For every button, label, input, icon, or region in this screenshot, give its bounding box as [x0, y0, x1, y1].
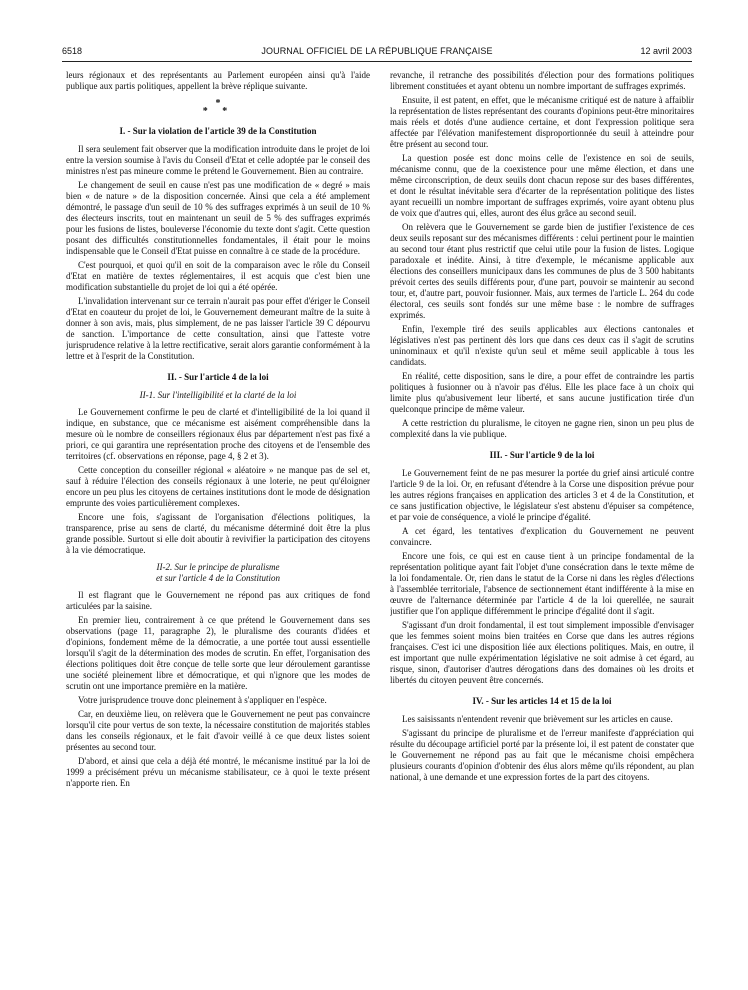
- section-heading-3: III. - Sur l'article 9 de la loi: [489, 450, 595, 460]
- paragraph: D'abord, et ainsi que cela a déjà été montré, le mécanisme institué par la loi de 1999 a précisément prévu un mécanisme stabilisateur, ce à quoi le texte présent n'apporte rien. En: [66, 756, 370, 788]
- paragraph: Le changement de seuil en cause n'est pas une modification de « degré » mais bien « de nature » de la disposition concernée. Ainsi que cela a été amplement démontré, le passage d'un seuil de 10 % des suffrages exprimés à un seuil de 10 % des électeurs inscrits, tout en maintenant un seuil de 5 % des suffrages exprimés pour les fusions de listes, bouleverse l'économie du texte dont s'agit. Cette question posant des difficultés constitutionnelles fondamentales, il était pour le moins indispensable que le Conseil d'Etat puisse en connaître à ce stade de la procédure.: [66, 180, 370, 256]
- section-heading-4: IV. - Sur les articles 14 et 15 de la loi: [472, 696, 612, 706]
- paragraph: L'invalidation intervenant sur ce terrain n'aurait pas pour effet d'ériger le Conseil d'Etat en coauteur du projet de loi, le Gouvernement demeurant maître de la suite à donner à son avis, mais, plus simplement, de ne pas laisser l'article 39 C dépourvu de sanction. L'importance de cette consultation, ainsi que l'atteste votre jurisprudence relative à la lettre rectificative, serait alors garantie conformément à la lettre et à l'esprit de la Constitution.: [66, 296, 370, 361]
- separator-stars-bottom: * *: [202, 106, 234, 117]
- paragraph: Il sera seulement fait observer que la modification introduite dans le projet de loi entre la version soumise à l'avis du Conseil d'Etat et celle adoptée par le conseil des ministres n'est pas mineure comme le prétend le Gouvernement. Bien au contraire.: [66, 144, 370, 176]
- right-column: [390, 70, 694, 980]
- paragraph: A cette restriction du pluralisme, le citoyen ne gagne rien, sinon un peu plus de complexité dans la vie publique.: [390, 418, 694, 439]
- paragraph: Le Gouvernement feint de ne pas mesurer la portée du grief ainsi articulé contre l'article 9 de la loi. Or, en refusant d'étendre à la Corse une disposition prévue pour les autres régions françaises en application des articles 3 et 4 de la Constitution, et ce sans justification objective, le législateur s'est abstenu d'épuiser sa compétence, et par voie de conséquence, a violé le principe d'égalité.: [390, 468, 694, 522]
- paragraph: En premier lieu, contrairement à ce que prétend le Gouvernement dans ses observations (page 11, paragraphe 2), le pluralisme des courants d'idées et d'opinions, fondement même de la démocratie, a une portée tout aussi essentielle lorsqu'il s'agit de la détermination des modes de scrutin. En effet, l'organisation des élections politiques doit être conçue de telle sorte que leur déroulement garantisse une société pleinement libre et démocratique, et qui n'ignore que les modes de scrutin ont une importance première en la matière.: [66, 615, 370, 691]
- journal-title: JOURNAL OFFICIEL DE LA RÉPUBLIQUE FRANÇAISE: [261, 46, 493, 56]
- paragraph: A cet égard, les tentatives d'explication du Gouvernement ne peuvent convaincre.: [390, 526, 694, 547]
- paragraph: revanche, il retranche des possibilités d'élection pour des formations politiques librement constituées et ayant obtenu un nombre important de suffrages exprimés.: [390, 70, 694, 91]
- left-column: [66, 70, 370, 980]
- header-rule: [62, 61, 692, 62]
- paragraph: Votre jurisprudence trouve donc pleinement à s'appliquer en l'espèce.: [78, 695, 327, 705]
- paragraph: Encore une fois, s'agissant de l'organisation d'élections politiques, la transparence, prise au sens de clarté, du mécanisme déterminé doit être la plus grande possible. Surtout si elle doit aboutir à revivifier la participation des citoyens à la vie démocratique.: [66, 512, 370, 555]
- page-number: 6518: [62, 46, 83, 56]
- paragraph: Il est flagrant que le Gouvernement ne répond pas aux critiques de fond articulées par la saisine.: [66, 590, 370, 611]
- section-separator: [66, 100, 370, 116]
- paragraph: Enfin, l'exemple tiré des seuils applicables aux élections cantonales et législatives n'est pas pertinent dès lors que dans ces deux cas il s'agit de scrutins uninominaux et qu'il n'existe qu'un seul et même seuil applicable à tous les candidats.: [390, 324, 694, 367]
- paragraph: Ensuite, il est patent, en effet, que le mécanisme critiqué est de nature à affaiblir la représentation de listes représentant des courants d'opinions peut-être minoritaires mais réels et dotés d'une audience certaine, et dont l'expression politique sera affectée par l'élévation manifestement disproportionnée du seuil à atteindre pour être présent au second tour.: [390, 95, 694, 149]
- page-header: [62, 46, 692, 60]
- paragraph: Car, en deuxième lieu, on relèvera que le Gouvernement ne peut pas convaincre lorsqu'il cite pour vertus de son texte, la nécessaire constitution de majorités stables dans les conseils régionaux, et le fait d'avoir veillé à ce que deux listes soient présentes au second tour.: [66, 709, 370, 752]
- paragraph: On relèvera que le Gouvernement se garde bien de justifier l'existence de ces deux seuils reposant sur des mécanismes différents : celui pertinent pour le maintien au second tour étant plus restrictif que celui utile pour la fusion de listes. Logique paradoxale et inédite. Ainsi, à titre d'exemple, le mécanisme applicable aux élections des conseillers municipaux dans les communes de plus de 3 500 habitants prévoit certes des seuils différents pour, d'une part, pouvoir se maintenir au second tour, et, d'autre part, pouvoir fusionner. Mais, aux termes de l'article L. 264 du code électoral, ces seuils sont fondés sur une même base : le nombre de suffrages exprimés.: [390, 222, 694, 320]
- subsection-heading-line: II-2. Sur le principe de pluralisme: [156, 562, 280, 572]
- paragraph: En réalité, cette disposition, sans le dire, a pour effet de contraindre les partis politiques à fusionner ou à n'avoir pas d'élus. Elle les place face à un choix qui limite plus qu'abusivement leur liberté, et sans aucune justification tirée d'un quelconque principe de même valeur.: [390, 371, 694, 414]
- issue-date: 12 avril 2003: [640, 46, 692, 56]
- section-heading-1: I. - Sur la violation de l'article 39 de la Constitution: [119, 126, 317, 136]
- separator-star-top: *: [215, 98, 221, 109]
- subsection-heading-line: et sur l'article 4 de la Constitution: [156, 573, 280, 583]
- intro-paragraph: leurs régionaux et des représentants au Parlement européen ainsi qu'à l'aide publique aux partis politiques, appellent la brève réplique suivante.: [66, 70, 370, 91]
- paragraph: C'est pourquoi, et quoi qu'il en soit de la comparaison avec le rôle du Conseil d'Etat en matière de textes réglementaires, il est acquis que c'est bien une modification substantielle du projet de loi qui a été opérée.: [66, 260, 370, 292]
- paragraph: Le Gouvernement confirme le peu de clarté et d'intelligibilité de la loi quand il indique, en substance, que ce mécanisme est aisément compréhensible dans la mesure où le nombre de conseillers régionaux élus par département n'est pas fixé a priori, ce qui garantira une représentation proche des citoyens et de l'ensemble des territoires (cf. observations en réponse, page 4, § 2 et 3).: [66, 407, 370, 461]
- paragraph: La question posée est donc moins celle de l'existence en soi de seuils, mécanisme connu, que de la coexistence pour une même élection, et dans une même circonscription, de deux seuils dont chacun repose sur des bases différentes, et dont le résultat inévitable sera d'écarter de la représentation politique des listes ayant recueilli un nombre important de suffrages exprimés, voire ayant obtenu plus de voix que d'autres qui, elles, auront des élus grâce au second seuil.: [390, 153, 694, 218]
- paragraph: Encore une fois, ce qui est en cause tient à un principe fondamental de la représentation politique ayant fait l'objet d'une consécration dans le texte même de la loi fondamentale. Or, rien dans le statut de la Corse ni dans les règles d'élections à l'assemblée territoriale, l'absence de sectionnement étant indifférente à la mise en œuvre de l'alternance déterminée par l'article 4 de la loi querellée, ne saurait justifier que l'on applique différemment le principe d'égalité dont il s'agit.: [390, 551, 694, 616]
- paragraph: S'agissant d'un droit fondamental, il est tout simplement impossible d'envisager que les femmes soient moins bien traitées en Corse que dans les autres régions françaises. C'est ici une disposition liée aux élections politiques. Mais, en outre, il est important que nulle expérimentation législative ne soit admise à cet égard, au risque, sinon, d'autoriser d'autres dérogations dans des domaines où les droits et libertés du citoyen peuvent être concernés.: [390, 620, 694, 685]
- subsection-heading-2-1: II-1. Sur l'intelligibilité et la clarté de la loi: [139, 390, 297, 400]
- paragraph: Cette conception du conseiller régional « aléatoire » ne manque pas de sel et, sauf à réduire l'élection des conseils régionaux à une loterie, ne peut qu'éloigner encore un peu plus les citoyens de certaines institutions dont le mode de désignation emprunte des voies particulièrement complexes.: [66, 465, 370, 508]
- section-heading-2: II. - Sur l'article 4 de la loi: [167, 372, 269, 382]
- paragraph: Les saisissants n'entendent revenir que brièvement sur les articles en cause.: [402, 714, 673, 724]
- paragraph: S'agissant du principe de pluralisme et de l'erreur manifeste d'appréciation qui résulte du découpage artificiel porté par la présente loi, il est patent de constater que le Gouvernement ne répond pas au fait que le mécanisme choisi empêchera plusieurs courants d'opinion d'obtenir des élus alors même qu'ils répondent, au plan national, à une demande et une expression fortes de la part des citoyens.: [390, 728, 694, 782]
- subsection-heading-2-2: [66, 562, 370, 584]
